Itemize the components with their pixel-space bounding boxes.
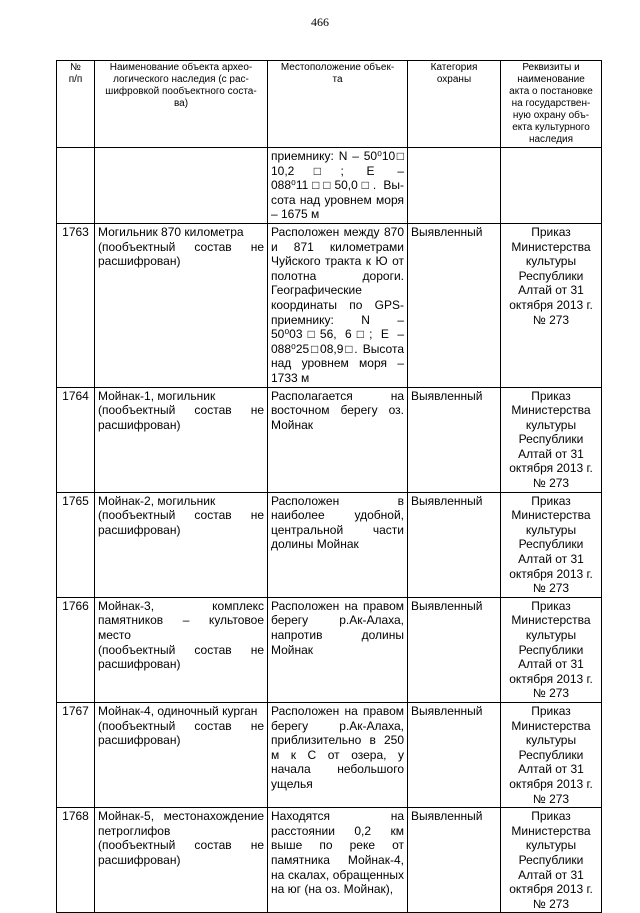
act-requisites: Приказ Министерства культуры Республики Алтай от 31 октября 2013 г. № 273 [501, 702, 602, 807]
act-requisites: Приказ Министерства культуры Республики Алтай от 31 октября 2013 г. № 273 [501, 597, 602, 702]
heritage-table [56, 60, 602, 913]
object-name: Могильник 870 километра [98, 224, 244, 239]
table-row [57, 597, 602, 702]
object-name-note: (пообъектный состав не расшифрован) [98, 508, 264, 537]
protection-category: Выявленный [408, 223, 501, 387]
header-location: Местоположение объек- та [268, 61, 408, 148]
act-requisites: Приказ Министерства культуры Республики Алтай от 31 октября 2013 г. № 273 [501, 387, 602, 492]
object-location: Расположен в наиболее удобной, центральной части долины Мойнак [268, 492, 408, 597]
header-requisites: Реквизиты и наименование акта о постановке на государствен- ную охрану объ- екта культурного наследия [501, 61, 602, 148]
header-num: № п/п [57, 61, 95, 148]
protection-category: Выявленный [408, 702, 501, 807]
act-requisites: Приказ Министерства культуры Республики Алтай от 31 октября 2013 г. № 273 [501, 492, 602, 597]
header-category: Категория охраны [408, 61, 501, 148]
table-row [57, 387, 602, 492]
protection-category: Выявленный [408, 597, 501, 702]
table-row [57, 492, 602, 597]
object-name: Мойнак-4, одиночный курган [98, 703, 258, 718]
object-location: Расположен на правом берегу р.Ак-Алаха, приблизительно в 250 м к С от озера, у начала небольшого ущелья [268, 702, 408, 807]
table-row [57, 808, 602, 913]
object-name-cell [95, 492, 268, 597]
act-requisites: Приказ Министерства культуры Республики Алтай от 31 октября 2013 г. № 273 [501, 808, 602, 913]
object-name-cell [95, 702, 268, 807]
row-number: 1766 [57, 597, 95, 702]
object-name-note: (пообъектный состав не расшифрован) [98, 403, 264, 432]
object-name: Мойнак-2, могильник [98, 493, 216, 508]
protection-category: Выявленный [408, 808, 501, 913]
object-name: Мойнак-5, местонахождение петроглифов [98, 809, 264, 838]
table-row [57, 223, 602, 387]
object-name-note: (пообъектный состав не расшифрован) [98, 642, 264, 672]
object-name-note: (пообъектный состав не расшифрован) [98, 239, 264, 269]
act-requisites: Приказ Министерства культуры Республики Алтай от 31 октября 2013 г. № 273 [501, 223, 602, 387]
object-name-cell [95, 808, 268, 913]
object-location: Расположен на правом берегу р.Ак-Алаха, напротив долины Мойнак [268, 597, 408, 702]
object-location: Располагается на восточном берегу оз. Мойнак [268, 387, 408, 492]
object-name-cell [95, 597, 268, 702]
object-name: Мойнак-3, комплекс памятников – культовое место [98, 598, 264, 642]
object-location: Находятся на расстоянии 0,2 км выше по реке от памятника Мойнак-4, на скалах, обращенных на юг (на оз. Мойнак), [268, 808, 408, 913]
row-number: 1767 [57, 702, 95, 807]
continuation-location: приемнику: N – 50⁰10□ 10,2□; E – 088⁰11□□50,0□. Вы-сота над уровнем моря – 1675 м [268, 148, 408, 224]
object-name: Мойнак-1, могильник [98, 388, 216, 403]
header-name: Наименование объекта архео- логического наследия (с рас- шифровкой пообъектного соста- ва) [95, 61, 268, 148]
object-name-note: (пообъектный состав не расшифрован) [98, 838, 264, 867]
protection-category: Выявленный [408, 387, 501, 492]
row-number: 1765 [57, 492, 95, 597]
object-name-cell [95, 387, 268, 492]
table-header-row [57, 61, 602, 148]
row-number: 1763 [57, 223, 95, 387]
object-location: Расположен между 870 и 871 километрами Чуйского тракта к Ю от полотна дороги. Географические координаты по GPS-приемнику: N – 50⁰03□56, 6□; E – 088⁰25□08,9□. Высота над уровнем моря – 1733 м [268, 223, 408, 387]
table-row-continuation [57, 148, 602, 224]
object-name-cell [95, 223, 268, 387]
object-name-note: (пообъектный состав не расшифрован) [98, 718, 264, 748]
page-number: 466 [311, 15, 329, 29]
row-number: 1764 [57, 387, 95, 492]
row-number: 1768 [57, 808, 95, 913]
protection-category: Выявленный [408, 492, 501, 597]
table-row [57, 702, 602, 807]
